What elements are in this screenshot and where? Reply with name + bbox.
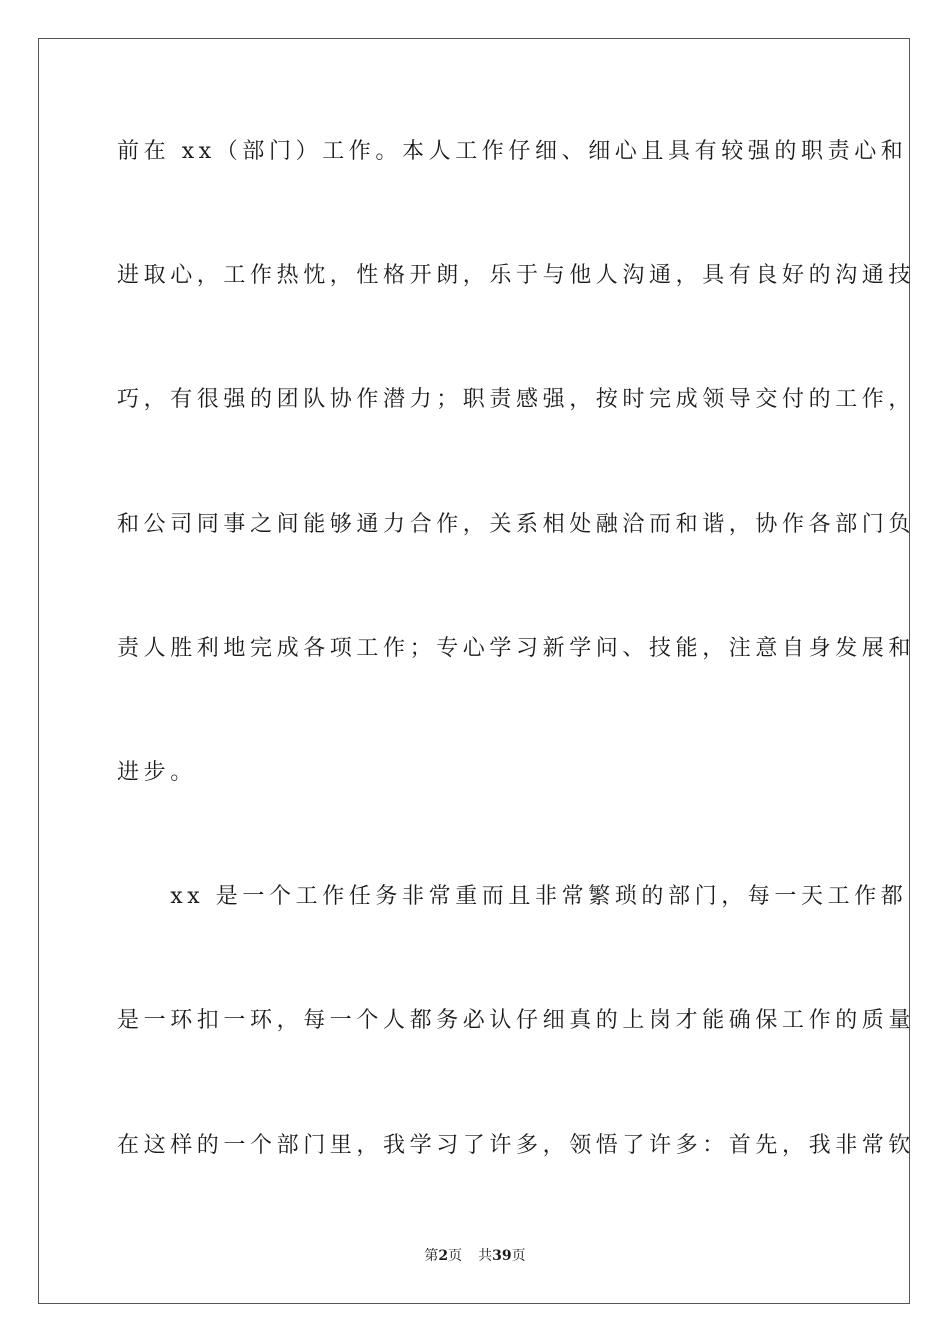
footer-page-number: 2 <box>438 1248 449 1264</box>
footer-total-pages: 39 <box>492 1248 512 1264</box>
footer-total-prefix: 共 <box>478 1248 493 1264</box>
body-text-line-5: 责人胜利地完成各项工作；专心学习新学问、技能，注意自身发展和 <box>117 636 916 661</box>
body-text-line-2: 进取心，工作热忱，性格开朗，乐于与他人沟通，具有良好的沟通技 <box>117 263 916 288</box>
body-text-line-3: 巧，有很强的团队协作潜力；职责感强，按时完成领导交付的工作， <box>117 387 916 412</box>
page-border <box>38 38 916 1304</box>
footer-page-prefix: 第 <box>424 1248 439 1264</box>
footer-page-suffix: 页 <box>448 1248 463 1264</box>
page-footer <box>0 1246 950 1266</box>
body-text-line-6: 进步。 <box>117 760 197 785</box>
body-text-line-4: 和公司同事之间能够通力合作，关系相处融洽而和谐，协作各部门负 <box>117 512 916 537</box>
body-text-line-8: 是一环扣一环，每一个人都务必认仔细真的上岗才能确保工作的质量 <box>117 1008 916 1033</box>
footer-total-suffix: 页 <box>511 1248 526 1264</box>
body-text-line-7: xx 是一个工作任务非常重而且非常繁琐的部门，每一天工作都 <box>117 884 908 909</box>
body-text-line-9: 在这样的一个部门里，我学习了许多，领悟了许多：首先，我非常钦 <box>117 1133 916 1158</box>
body-text-line-1: 前在 xx（部门）工作。本人工作仔细、细心且具有较强的职责心和 <box>117 139 908 164</box>
